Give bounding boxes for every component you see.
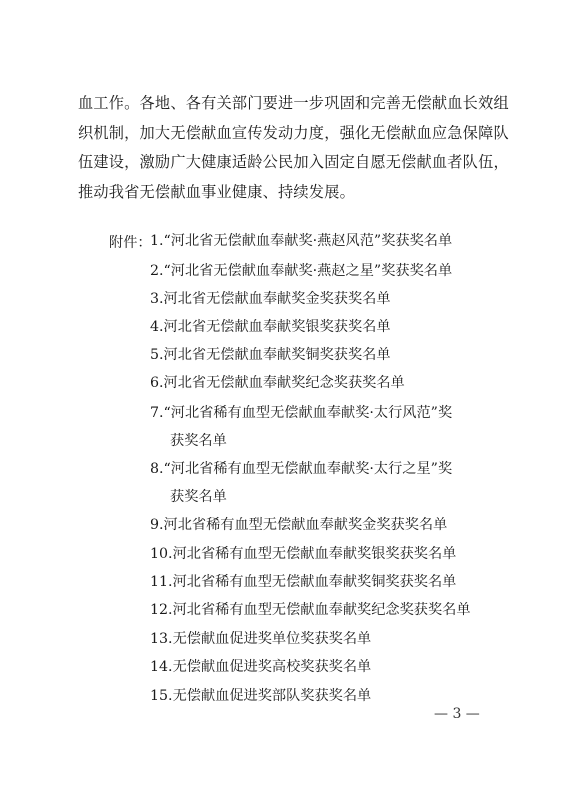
attachment-title: “河北省稀有血型无偿献血奉献奖·太行风范”奖 <box>163 405 453 421</box>
attachment-number: 10. <box>150 546 173 562</box>
attachment-title: 河北省无偿献血奉献奖金奖获奖名单 <box>163 291 391 307</box>
body-line: 伍建设，激励广大健康适龄公民加入固定自愿无偿献血者队伍， <box>78 153 509 172</box>
attachment-number: 11. <box>150 574 173 590</box>
attachment-item <box>150 687 371 705</box>
attachment-title: 河北省无偿献血奉献奖纪念奖获奖名单 <box>163 375 405 391</box>
attachment-title: 无偿献血促进奖单位奖获奖名单 <box>172 631 372 647</box>
attachment-title: “河北省无偿献血奉献奖·燕赵风范”奖获奖名单 <box>163 233 453 249</box>
attachment-item <box>150 346 391 364</box>
attachment-item <box>150 516 447 534</box>
attachment-item-continuation <box>170 432 227 450</box>
attachment-item <box>150 262 452 280</box>
attachment-title: 获奖名单 <box>170 489 227 505</box>
attachment-item-continuation <box>170 488 227 506</box>
attachment-title: 无偿献血促进奖部队奖获奖名单 <box>172 688 372 704</box>
attachment-number: 7. <box>150 405 164 421</box>
body-line: 推动我省无偿献血事业健康、持续发展。 <box>78 182 355 201</box>
attachment-number: 5. <box>150 347 164 363</box>
attachment-item <box>150 658 371 676</box>
page-number: — 3 — <box>434 706 480 722</box>
attachment-item <box>150 232 452 250</box>
attachment-title: 无偿献血促进奖高校奖获奖名单 <box>172 659 372 675</box>
attachment-title: 河北省稀有血型无偿献血奉献奖金奖获奖名单 <box>163 517 448 533</box>
attachment-title: 获奖名单 <box>170 433 227 449</box>
attachment-item <box>150 630 371 648</box>
attachment-item <box>150 601 471 619</box>
body-line: 血工作。各地、各有关部门要进一步巩固和完善无偿献血长效组 <box>78 94 509 112</box>
attachment-item <box>150 404 452 422</box>
attachment-item <box>150 573 456 591</box>
attachment-title: 河北省稀有血型无偿献血奉献奖银奖获奖名单 <box>172 546 457 562</box>
attachment-title: 河北省无偿献血奉献奖银奖获奖名单 <box>163 319 391 335</box>
attachment-number: 14. <box>150 659 173 675</box>
attachment-number: 9. <box>150 517 164 533</box>
attachment-title: 河北省稀有血型无偿献血奉献奖铜奖获奖名单 <box>172 574 457 590</box>
attachment-item <box>150 374 405 392</box>
attachment-item <box>150 318 391 336</box>
attachment-title: 河北省无偿献血奉献奖铜奖获奖名单 <box>163 347 391 363</box>
attachment-number: 15. <box>150 688 173 704</box>
attachment-number: 3. <box>150 291 164 307</box>
attachment-number: 12. <box>150 602 173 618</box>
body-line: 织机制，加大无偿献血宣传发动力度，强化无偿献血应急保障队 <box>78 123 509 142</box>
attachment-number: 6. <box>150 375 164 391</box>
attachments-label: 附件： <box>109 235 152 251</box>
attachment-title: “河北省无偿献血奉献奖·燕赵之星”奖获奖名单 <box>163 263 453 279</box>
attachment-number: 2. <box>150 263 164 279</box>
attachment-number: 4. <box>150 319 164 335</box>
attachment-number: 13. <box>150 631 173 647</box>
attachment-number: 8. <box>150 461 164 477</box>
attachment-item <box>150 460 452 478</box>
attachment-title: 河北省稀有血型无偿献血奉献奖纪念奖获奖名单 <box>172 602 471 618</box>
attachment-title: “河北省稀有血型无偿献血奉献奖·太行之星”奖 <box>163 461 453 477</box>
attachment-item <box>150 545 456 563</box>
attachment-number: 1. <box>150 233 164 249</box>
attachment-item <box>150 290 391 308</box>
